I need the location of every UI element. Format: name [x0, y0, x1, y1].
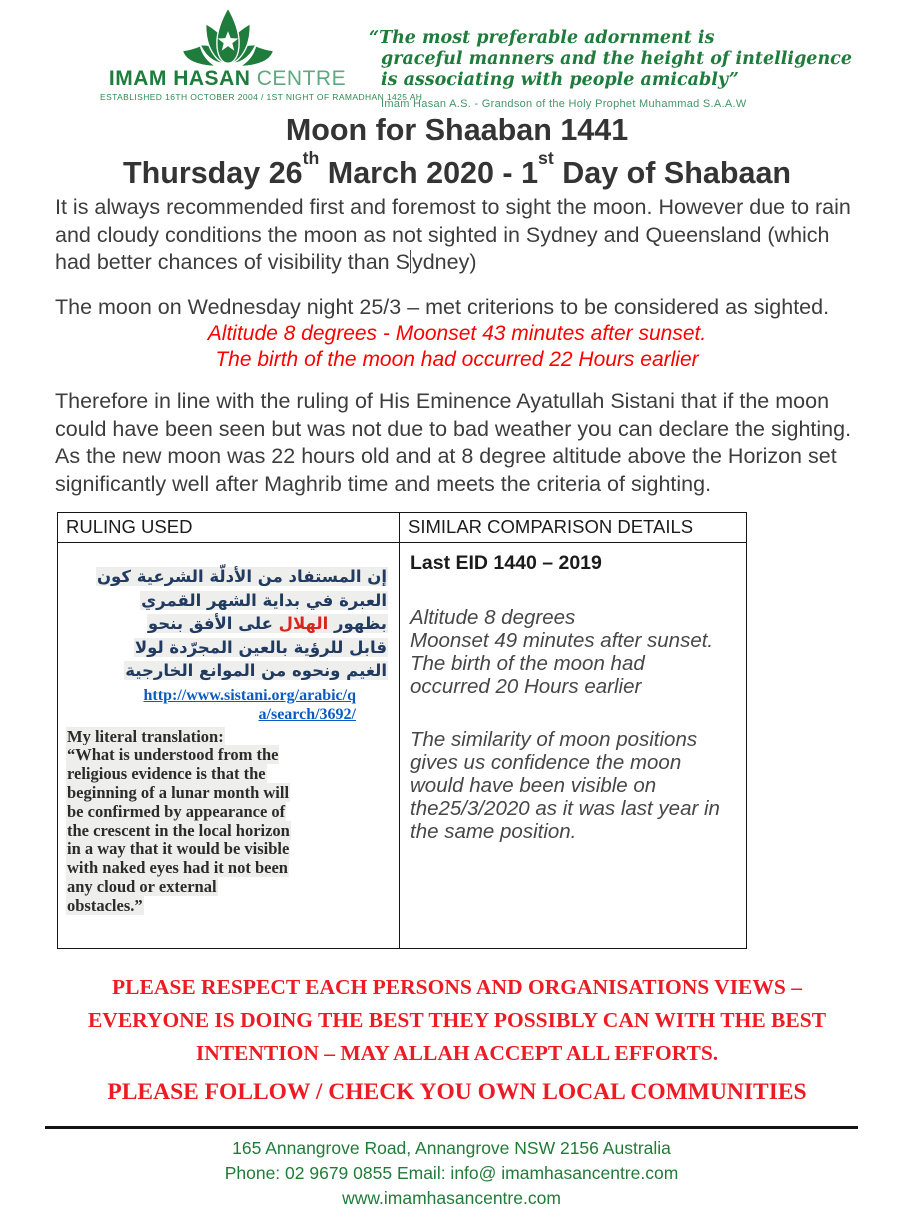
- lotus-star-icon: [153, 6, 303, 68]
- arabic-line: الغيم ونحوه من الموانع الخارجية: [125, 661, 387, 681]
- literal-translation: [66, 728, 394, 916]
- page-title: [55, 112, 859, 191]
- moon-birth-note: The birth of the moon had occurred 22 Hours earlier: [215, 347, 699, 371]
- logo: [100, 6, 423, 102]
- translation-label: My literal translation:: [67, 726, 224, 746]
- quote-attribution: Imam Hasan A.S. - Grandson of the Holy Prophet Muhammad S.A.A.W: [381, 98, 747, 110]
- intro-paragraph: [55, 194, 859, 277]
- hadith-quote: [369, 6, 852, 110]
- translation-line: obstacles.”: [67, 895, 143, 915]
- translation-line: “What is understood from the: [67, 745, 279, 765]
- translation-line: beginning of a lunar month will: [67, 783, 290, 803]
- footer-website: www.imamhasancentre.com: [342, 1188, 561, 1208]
- ordinal-superscript: st: [538, 148, 554, 169]
- detail-line: Altitude 8 degrees: [410, 606, 576, 630]
- translation-line: in a way that it would be visible: [67, 839, 290, 859]
- logo-wordmark: [100, 69, 355, 89]
- detail-line: occurred 20 Hours earlier: [410, 675, 642, 699]
- title-line2-mid: March 2020 - 1: [319, 156, 539, 191]
- table-body-row: [58, 543, 747, 949]
- title-line2: [55, 148, 859, 191]
- comparison-table: [57, 512, 747, 949]
- source-link-block: [59, 686, 398, 724]
- similarity-line: the25/3/2020 as it was last year in: [410, 797, 720, 821]
- arabic-red-word-hilal: الهلال: [278, 614, 329, 634]
- detail-line: Moonset 49 minutes after sunset.: [410, 629, 714, 653]
- title-line1: Moon for Shaaban 1441: [285, 113, 629, 147]
- moon-altitude-note: Altitude 8 degrees - Moonset 43 minutes after sunset.: [207, 322, 707, 346]
- column-header-comparison: SIMILAR COMPARISON DETAILS: [400, 513, 747, 543]
- translation-line: with naked eyes had it not been: [67, 858, 288, 878]
- logo-established-text: ESTABLISHED 16TH OCTOBER 2004 / 1ST NIGHT OF RAMADHAN 1425 AH: [100, 92, 423, 102]
- ruling-cell: [58, 543, 400, 949]
- document-body: [0, 112, 903, 1107]
- letterhead: [0, 0, 903, 110]
- arabic-ruling-text: [71, 565, 388, 683]
- logo-name-light: CENTRE: [256, 67, 347, 90]
- column-header-ruling: RULING USED: [58, 513, 400, 543]
- respect-notice: PLEASE RESPECT EACH PERSONS AND ORGANISATIONS VIEWS – EVERYONE IS DOING THE BEST THEY POSSIBLY CAN WITH THE BEST INTENTION – MAY ALLAH ACCEPT ALL EFFORTS.: [87, 975, 827, 1066]
- arabic-line: قابل للرؤية بالعين المجرّدة لولا: [134, 637, 387, 657]
- title-line2-post: Day of Shabaan: [553, 156, 792, 191]
- document-footer: [0, 1126, 903, 1211]
- detail-line: The birth of the moon had: [410, 652, 645, 676]
- similarity-note: [410, 728, 745, 843]
- follow-local-notice: PLEASE FOLLOW / CHECK YOU OWN LOCAL COMMUNITIES: [107, 1079, 807, 1106]
- similarity-line: The similarity of moon positions: [410, 728, 698, 752]
- sighting-statement: The moon on Wednesday night 25/3 – met criterions to be considered as sighted.: [55, 294, 830, 319]
- ruling-paragraph: Therefore in line with the ruling of His Eminence Ayatullah Sistani that if the moon could have been seen but was not due to bad weather you can declare the sighting. As the new moon was 22 hours old and at 8 degree altitude above the Horizon set significantly well after Maghrib time and meets the criteria of sighting.: [55, 389, 852, 496]
- translation-line: religious evidence is that the: [67, 764, 266, 784]
- title-line2-pre: Thursday 26: [122, 156, 303, 191]
- quote-line: “The most preferable adornment is: [369, 28, 715, 48]
- arabic-line: إن المستفاد من الأدلّة الشرعية كون: [96, 567, 387, 587]
- last-eid-details: [410, 606, 745, 698]
- footer-contact: Phone: 02 9679 0855 Email: info@ imamhasancentre.com: [224, 1163, 679, 1183]
- arabic-line: العبرة في بداية الشهر القمري: [141, 590, 387, 610]
- sistani-ruling-link[interactable]: http://www.sistani.org/arabic/q a/search/3692/: [143, 686, 356, 723]
- table-header-row: [58, 513, 747, 543]
- translation-line: be confirmed by appearance of: [67, 801, 286, 821]
- translation-line: any cloud or external: [67, 877, 217, 897]
- intro-text-b: ydney): [411, 250, 477, 275]
- quote-line: graceful manners and the height of intelligence: [381, 49, 852, 69]
- intro-text-a: It is always recommended first and foremost to sight the moon. However due to rain and cloudy conditions the moon as not sighted in Sydney and Queensland (which had better chances of visibility than S: [55, 195, 851, 275]
- logo-name-bold: IMAM HASAN: [108, 67, 251, 90]
- arabic-line: بظهور الهلال على الأفق بنحو: [147, 614, 387, 634]
- quote-line: is associating with people amicably”: [381, 70, 739, 90]
- comparison-cell: [400, 543, 747, 949]
- last-eid-heading: Last EID 1440 – 2019: [410, 552, 602, 575]
- translation-line: the crescent in the local horizon: [67, 820, 290, 840]
- footer-divider: [45, 1126, 858, 1129]
- footer-address: 165 Annangrove Road, Annangrove NSW 2156 Australia: [232, 1138, 671, 1158]
- similarity-line: would have been visible on: [410, 774, 657, 798]
- ordinal-superscript: th: [302, 148, 320, 169]
- similarity-line: the same position.: [410, 820, 577, 844]
- similarity-line: gives us confidence the moon: [410, 751, 682, 775]
